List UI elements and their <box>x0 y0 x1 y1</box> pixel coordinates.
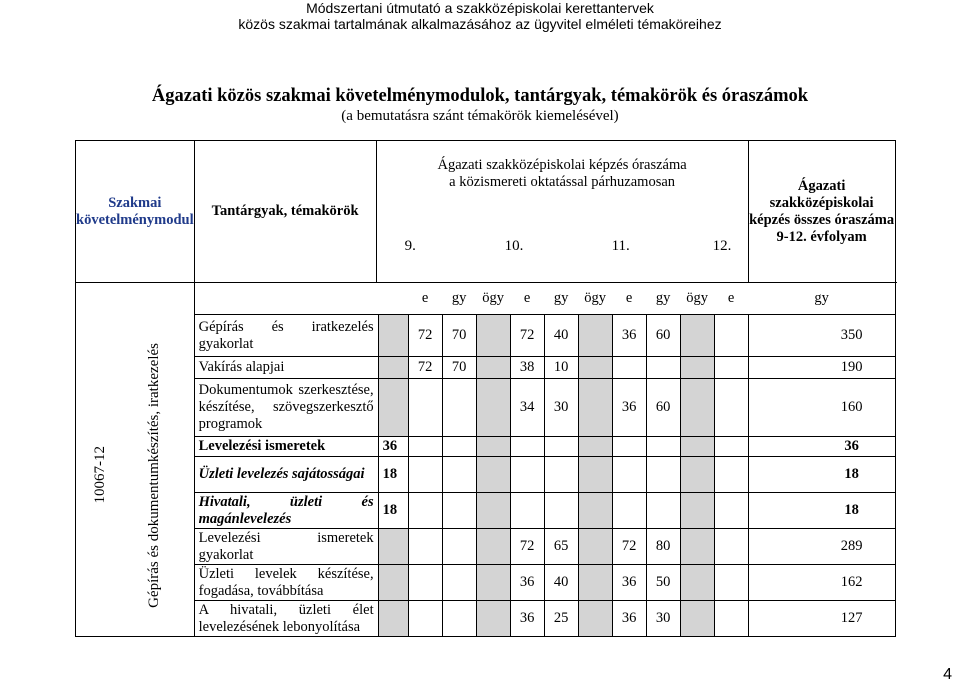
hours-cell <box>680 437 714 457</box>
year-labels <box>377 238 748 256</box>
hours-cell: 25 <box>544 601 578 637</box>
curriculum-table <box>75 140 896 637</box>
topic-label: Vakírás alapjai <box>194 357 378 379</box>
hours-cell <box>442 601 476 637</box>
running-header <box>0 0 960 32</box>
hours-cell <box>714 437 748 457</box>
hours-cell <box>646 357 680 379</box>
hours-cell: 80 <box>646 529 680 565</box>
hours-cell <box>578 379 612 437</box>
total-cell: 289 <box>748 529 895 565</box>
hours-cell <box>578 601 612 637</box>
hours-cell <box>442 493 476 529</box>
subheader-label: e <box>510 283 544 315</box>
subheader-label: e <box>714 283 748 315</box>
hours-cell <box>714 357 748 379</box>
topic-label: Üzleti levelek készítése, fogadása, továbbítása <box>194 565 378 601</box>
hours-cell: 34 <box>510 379 544 437</box>
table-row <box>76 529 896 565</box>
module-name: Gépírás és dokumentumkészítés, iratkezelés <box>146 342 163 608</box>
hours-cell <box>680 379 714 437</box>
total-cell: 18 <box>748 493 895 529</box>
hours-cell <box>714 493 748 529</box>
hours-cell <box>612 357 646 379</box>
topic-label: Levelezési ismeretek <box>194 437 378 457</box>
hours-cell <box>476 379 510 437</box>
hours-cell <box>408 529 442 565</box>
hours-cell <box>578 437 612 457</box>
hours-cell <box>578 315 612 357</box>
document-title: Ágazati közös szakmai követelménymodulok, tantárgyak, témakörök és óraszámok <box>151 86 809 106</box>
hours-cell: 70 <box>442 357 476 379</box>
hours-cell: 72 <box>612 529 646 565</box>
subheader-label: gy <box>442 283 476 315</box>
subheader-label: ögy <box>578 283 612 315</box>
hours-cell <box>408 379 442 437</box>
hours-cell <box>408 437 442 457</box>
hours-cell <box>476 565 510 601</box>
hours-cell: 72 <box>408 315 442 357</box>
hours-cell <box>408 493 442 529</box>
topic-label: Hivatali, üzleti és magánlevelezés <box>194 493 378 529</box>
hours-cell: 40 <box>544 565 578 601</box>
hours-cell <box>408 565 442 601</box>
hours-cell <box>510 437 544 457</box>
table-row <box>76 457 896 493</box>
topic-label: A hivatali, üzleti élet levelezésének lebonyolítása <box>194 601 378 637</box>
hours-cell: 36 <box>612 315 646 357</box>
table-row <box>76 493 896 529</box>
total-cell: 36 <box>748 437 895 457</box>
hours-cell <box>578 357 612 379</box>
hours-cell: 60 <box>646 315 680 357</box>
subheader-label: ögy <box>680 283 714 315</box>
hours-cell <box>510 457 544 493</box>
subheader-label: e <box>408 283 442 315</box>
topic-label: Üzleti levelezés sajátosságai <box>194 457 378 493</box>
hours-cell <box>544 457 578 493</box>
hours-cell <box>680 601 714 637</box>
hours-cell <box>646 457 680 493</box>
topic-label: Dokumentumok szerkesztése, készítése, szövegszerkesztő programok <box>194 379 378 437</box>
hours-cell <box>714 379 748 437</box>
blank-cell <box>76 283 195 315</box>
hours-cell: 36 <box>510 601 544 637</box>
hours-cell: 30 <box>544 379 578 437</box>
total-cell: 162 <box>748 565 895 601</box>
year-label: 9. <box>404 238 416 254</box>
hours-cell <box>714 315 748 357</box>
hours-cell <box>680 457 714 493</box>
hours-cell <box>442 565 476 601</box>
subheader-label: gy <box>748 283 895 315</box>
hours-cell <box>612 437 646 457</box>
hours-cell <box>714 529 748 565</box>
page-number: 4 <box>943 666 952 683</box>
hours-cell <box>378 379 408 437</box>
blank-cell <box>895 283 896 315</box>
col-header-subjects <box>194 141 376 283</box>
subheader-label: ögy <box>476 283 510 315</box>
hours-cell <box>442 437 476 457</box>
hours-cell <box>646 437 680 457</box>
header-row <box>76 141 896 283</box>
hours-cell <box>578 457 612 493</box>
total-cell: 127 <box>748 601 895 637</box>
module-code: 10067-12 <box>92 446 109 504</box>
hours-cell: 36 <box>510 565 544 601</box>
hours-cell <box>476 437 510 457</box>
subheader-label: gy <box>544 283 578 315</box>
document-subtitle: (a bemutatásra szánt témakörök kiemelésével) <box>341 108 619 124</box>
hours-cell <box>578 493 612 529</box>
hours-cell <box>442 529 476 565</box>
topic-label: Gépírás és iratkezelés gyakorlat <box>194 315 378 357</box>
hours-cell <box>476 315 510 357</box>
hours-cell <box>378 529 408 565</box>
col-header-subjects-text: Tantárgyak, témakörök <box>211 203 359 219</box>
hours-cell <box>714 601 748 637</box>
hours-cell: 30 <box>646 601 680 637</box>
table-row <box>76 565 896 601</box>
hours-cell <box>680 315 714 357</box>
hours-cell: 72 <box>510 529 544 565</box>
year-label: 11. <box>611 238 630 254</box>
table-row <box>76 601 896 637</box>
hours-cell <box>680 493 714 529</box>
col-header-hours-text: Ágazati szakközépiskolai képzés óraszáma a közismereti oktatással párhuzamosan <box>437 157 687 190</box>
hours-cell: 10 <box>544 357 578 379</box>
hours-cell <box>714 565 748 601</box>
hours-cell <box>378 357 408 379</box>
hours-cell <box>680 529 714 565</box>
subheader-label: gy <box>646 283 680 315</box>
hours-cell <box>578 529 612 565</box>
subheader-row <box>76 283 896 315</box>
table-row <box>76 315 896 357</box>
table-row <box>76 357 896 379</box>
hours-cell: 72 <box>408 357 442 379</box>
total-cell: 190 <box>748 357 895 379</box>
hours-cell <box>476 493 510 529</box>
hours-cell <box>378 315 408 357</box>
hours-cell: 40 <box>544 315 578 357</box>
subheader-label: e <box>612 283 646 315</box>
hours-cell: 72 <box>510 315 544 357</box>
module-cell <box>76 315 195 637</box>
hours-cell <box>510 493 544 529</box>
hours-cell: 70 <box>442 315 476 357</box>
hours-cell: 18 <box>378 457 408 493</box>
hours-cell: 50 <box>646 565 680 601</box>
total-cell: 18 <box>748 457 895 493</box>
hours-cell <box>680 565 714 601</box>
hours-cell <box>378 601 408 637</box>
hours-cell <box>476 457 510 493</box>
hours-cell <box>612 457 646 493</box>
header-line-1: Módszertani útmutató a szakközépiskolai kerettantervek <box>306 0 654 16</box>
hours-cell: 36 <box>612 601 646 637</box>
hours-cell <box>680 357 714 379</box>
year-label: 12. <box>712 238 732 254</box>
hours-cell: 65 <box>544 529 578 565</box>
hours-cell <box>408 457 442 493</box>
hours-cell: 36 <box>378 437 408 457</box>
hours-cell <box>408 601 442 637</box>
table-row <box>76 379 896 437</box>
col-header-module: Szakmai követelménymodul <box>76 141 195 283</box>
total-cell: 160 <box>748 379 895 437</box>
topic-label: Levelezési ismeretek gyakorlat <box>194 529 378 565</box>
hours-cell: 36 <box>612 565 646 601</box>
hours-cell <box>544 493 578 529</box>
hours-cell <box>476 357 510 379</box>
hours-cell <box>476 601 510 637</box>
total-cell: 350 <box>748 315 895 357</box>
table-row <box>76 437 896 457</box>
hours-cell <box>714 457 748 493</box>
hours-cell <box>646 493 680 529</box>
hours-cell <box>476 529 510 565</box>
hours-cell: 38 <box>510 357 544 379</box>
blank-cell <box>376 283 408 315</box>
header-line-2: közös szakmai tartalmának alkalmazásához az ügyvitel elméleti témaköreihez <box>238 16 722 32</box>
hours-cell <box>612 493 646 529</box>
hours-cell <box>544 437 578 457</box>
hours-cell: 60 <box>646 379 680 437</box>
hours-cell <box>442 457 476 493</box>
hours-cell <box>378 565 408 601</box>
hours-cell: 18 <box>378 493 408 529</box>
col-header-total: Ágazati szakközépiskolai képzés összes óraszáma 9-12. évfolyam <box>748 141 895 283</box>
hours-cell: 36 <box>612 379 646 437</box>
hours-cell <box>578 565 612 601</box>
hours-cell <box>442 379 476 437</box>
blank-cell <box>194 283 376 315</box>
col-header-hours <box>376 141 748 283</box>
year-label: 10. <box>504 238 524 254</box>
